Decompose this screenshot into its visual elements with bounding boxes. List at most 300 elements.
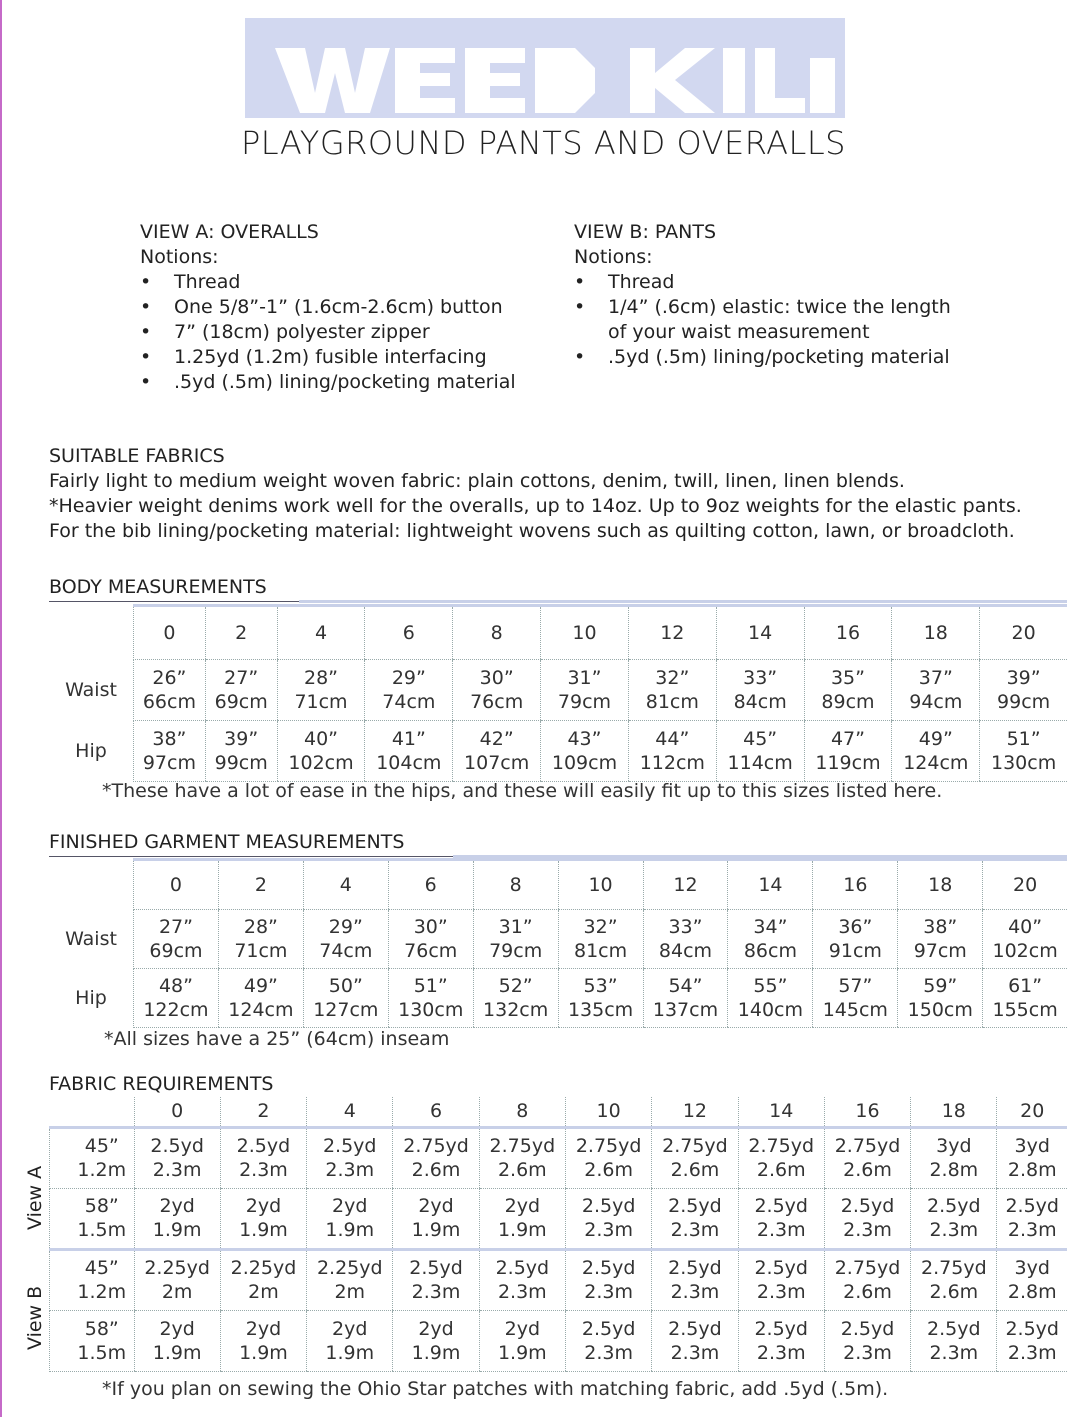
fabric-note: *If you plan on sewing the Ohio Star patches with matching fabric, add .5yd (.5m).: [102, 1378, 889, 1400]
yardage-cell: [911, 1127, 997, 1188]
yardage-cell-line1: 2yd: [504, 1317, 541, 1340]
yardage-cell-line1: 2yd: [332, 1317, 368, 1340]
measurement-cell: [277, 660, 365, 721]
yardage-cell-line1: 3yd: [1014, 1135, 1050, 1157]
size-header: [134, 860, 219, 910]
size-header-text: 16: [843, 874, 868, 896]
yardage-cell-line2: 1.9m: [325, 1341, 375, 1364]
measurement-cell: [205, 660, 277, 721]
yardage-cell-line2: 2m: [334, 1281, 366, 1303]
measurement-cell: [892, 721, 980, 782]
measurement-cell-line2: 112cm: [639, 752, 705, 774]
measurement-cell-line2: 145cm: [822, 999, 888, 1021]
yardage-cell-line1: 2.5yd: [927, 1317, 981, 1340]
fabric-width-label-line1: 58”: [84, 1195, 119, 1217]
size-header-text: 18: [941, 1100, 966, 1123]
size-header: [558, 860, 643, 910]
measurement-cell: [134, 969, 219, 1028]
yardage-cell: [134, 1310, 220, 1371]
yardage-cell-line2: 2.3m: [756, 1341, 806, 1364]
yardage-cell-line1: 2.5yd: [754, 1195, 808, 1217]
measurement-cell-line1: 50”: [328, 975, 363, 997]
measurement-cell: [628, 660, 716, 721]
size-header-text: 14: [748, 622, 773, 644]
table-row: [49, 721, 1067, 782]
measurement-cell: [643, 969, 728, 1028]
corner-cell: [49, 606, 134, 660]
measurement-cell-line2: 124cm: [903, 752, 969, 774]
corner-cell: [50, 1097, 135, 1127]
yardage-cell: [307, 1127, 393, 1188]
measurement-cell-line2: 132cm: [483, 999, 549, 1021]
measurement-cell-line1: 51”: [1006, 728, 1041, 750]
measurement-cell-line2: 119cm: [815, 752, 881, 774]
measurement-cell-line2: 74cm: [319, 940, 373, 962]
measurement-cell-line1: 29”: [328, 916, 363, 938]
yardage-cell-line1: 2.75yd: [834, 1257, 901, 1279]
yardage-cell-line2: 1.9m: [239, 1341, 288, 1364]
measurement-cell: [983, 910, 1067, 969]
yardage-cell-line2: 2.6m: [584, 1159, 633, 1181]
measurement-cell-line2: 81cm: [645, 691, 699, 713]
yardage-cell-line1: 2yd: [418, 1317, 454, 1340]
measurement-cell-line1: 27”: [158, 916, 193, 938]
view-b-heading: VIEW B: PANTS: [574, 221, 717, 243]
yardage-cell-line1: 2.5yd: [754, 1317, 808, 1340]
size-header-text: 20: [1013, 874, 1038, 896]
yardage-cell-line1: 2.75yd: [403, 1135, 469, 1157]
yardage-cell: [134, 1188, 220, 1249]
size-header-text: 8: [490, 622, 503, 644]
size-header: [277, 606, 365, 660]
size-header-text: 6: [429, 1100, 443, 1123]
measurement-cell-line2: 155cm: [992, 999, 1058, 1021]
size-header: [541, 606, 629, 660]
measurement-cell-line1: 31”: [498, 916, 533, 938]
size-header-text: 16: [835, 622, 861, 644]
yardage-cell-line1: 2.75yd: [575, 1135, 642, 1157]
measurement-cell-line1: 36”: [838, 916, 873, 938]
size-header: [473, 860, 558, 910]
size-header-text: 6: [402, 622, 415, 644]
list-item: • One 5/8”-1” (1.6cm-2.6cm) button: [140, 295, 516, 320]
size-header-text: 2: [254, 874, 267, 896]
yardage-cell: [393, 1127, 479, 1188]
yardage-cell: [565, 1249, 651, 1310]
yardage-cell: [134, 1127, 220, 1188]
measurement-cell: [804, 721, 892, 782]
measurement-cell-line1: 37”: [918, 667, 953, 689]
measurement-cell-line2: 74cm: [382, 691, 436, 713]
yardage-cell-line1: 2.5yd: [1005, 1317, 1059, 1340]
yardage-cell: [307, 1188, 393, 1249]
measurement-cell-line1: 49”: [918, 728, 953, 750]
size-header: [997, 1097, 1067, 1127]
view-a-notions: [140, 220, 516, 395]
measurement-cell-line1: 28”: [303, 667, 339, 689]
size-header-text: 14: [758, 874, 783, 896]
size-header: [220, 1097, 306, 1127]
measurement-cell-line1: 33”: [743, 667, 778, 689]
size-header-text: 6: [424, 874, 437, 896]
measurement-cell: [541, 660, 629, 721]
yardage-cell: [997, 1188, 1067, 1249]
measurement-cell-line2: 97cm: [142, 752, 196, 774]
list-item: • .5yd (.5m) lining/pocketing material: [574, 345, 954, 370]
measurement-cell: [303, 910, 388, 969]
size-header-text: 18: [928, 874, 953, 896]
measurement-cell-line1: 31”: [567, 667, 602, 689]
yardage-cell-line2: 1.9m: [497, 1341, 547, 1364]
yardage-cell-line2: 2.3m: [411, 1281, 461, 1303]
measurement-cell-line2: 150cm: [907, 999, 973, 1021]
list-item: • 7” (18cm) polyester zipper: [140, 320, 516, 345]
yardage-cell-line2: 2.3m: [152, 1159, 202, 1181]
suitable-fabrics: [49, 444, 1069, 544]
fabric-width-label: [50, 1188, 135, 1249]
view-a-heading: VIEW A: OVERALLS: [140, 221, 319, 243]
view-a-label: View A: [24, 1165, 46, 1230]
size-header: [813, 860, 898, 910]
size-header: [898, 860, 983, 910]
size-header-text: 10: [572, 622, 597, 644]
yardage-cell: [824, 1249, 910, 1310]
size-header-text: 14: [769, 1100, 794, 1123]
yardage-cell-line2: 1.9m: [411, 1219, 461, 1241]
measurement-cell-line1: 40”: [1008, 916, 1043, 938]
yardage-cell-line1: 2.5yd: [581, 1195, 636, 1217]
yardage-cell-line2: 2.3m: [584, 1281, 633, 1303]
fabric-requirements-heading: FABRIC REQUIREMENTS: [49, 1073, 274, 1095]
measurement-cell-line2: 66cm: [142, 691, 196, 713]
yardage-cell: [565, 1188, 651, 1249]
measurement-cell: [716, 660, 804, 721]
yardage-cell-line2: 2.6m: [843, 1159, 892, 1181]
measurement-cell-line1: 57”: [838, 975, 873, 997]
yardage-cell-line2: 2.8m: [929, 1159, 979, 1181]
table-row: [50, 1127, 1068, 1188]
yardage-cell: [307, 1310, 393, 1371]
size-header-text: 20: [1011, 622, 1036, 644]
measurement-cell-line2: 84cm: [733, 691, 787, 713]
fabric-width-label-line1: 58”: [84, 1317, 119, 1340]
yardage-cell-line1: 2yd: [245, 1317, 282, 1340]
measurement-cell: [813, 910, 898, 969]
heading-underline: [49, 601, 299, 602]
row-label-text: Waist: [65, 928, 117, 950]
measurement-cell-line1: 38”: [152, 728, 187, 750]
fabric-width-label-line1: 45”: [84, 1257, 119, 1279]
view-b-label: View B: [24, 1285, 46, 1350]
measurement-cell-line1: 29”: [391, 667, 426, 689]
table-row: [50, 1188, 1068, 1249]
yardage-cell: [997, 1310, 1067, 1371]
measurement-cell-line2: 81cm: [574, 940, 628, 962]
measurement-cell-line2: 102cm: [288, 752, 354, 774]
view-a-notions-label: Notions:: [140, 246, 219, 268]
yardage-cell: [220, 1249, 306, 1310]
measurement-cell-line1: 53”: [583, 975, 618, 997]
measurement-cell: [643, 910, 728, 969]
yardage-cell-line2: 2.3m: [843, 1219, 892, 1241]
yardage-cell-line1: 2.75yd: [921, 1257, 987, 1279]
yardage-cell-line2: 2.3m: [497, 1281, 547, 1303]
fabric-width-label-line2: 1.2m: [77, 1159, 127, 1181]
yardage-cell-line1: 2yd: [504, 1195, 541, 1217]
yardage-cell: [911, 1310, 997, 1371]
measurement-cell-line1: 41”: [391, 728, 426, 750]
yardage-cell-line1: 2.5yd: [1005, 1195, 1059, 1217]
yardage-cell: [652, 1127, 738, 1188]
measurement-cell-line1: 61”: [1008, 975, 1043, 997]
yardage-cell: [307, 1249, 393, 1310]
size-header-text: 12: [682, 1100, 708, 1123]
measurement-cell: [134, 721, 206, 782]
table-row: [50, 1310, 1068, 1371]
measurement-cell: [303, 969, 388, 1028]
fabric-width-label: [50, 1127, 135, 1188]
yardage-cell-line1: 2.5yd: [840, 1317, 895, 1340]
size-header-text: 16: [855, 1100, 880, 1123]
measurement-cell-line2: 122cm: [143, 999, 209, 1021]
fabrics-line: For the bib lining/pocketing material: lightweight wovens such as quilting cotton, lawn, or broadcloth.: [49, 520, 1015, 542]
yardage-cell-line2: 1.9m: [411, 1341, 461, 1364]
size-header: [479, 1097, 565, 1127]
measurement-cell: [134, 910, 219, 969]
yardage-cell-line2: 2.3m: [756, 1281, 806, 1303]
size-header-text: 0: [169, 874, 182, 896]
yardage-cell-line2: 2m: [161, 1281, 193, 1303]
measurement-cell-line2: 130cm: [990, 752, 1057, 774]
size-header: [824, 1097, 910, 1127]
measurement-cell: [628, 721, 716, 782]
body-measurements-table: [49, 604, 1067, 782]
yardage-cell-line1: 2yd: [332, 1195, 368, 1217]
yardage-cell: [220, 1310, 306, 1371]
measurement-cell-line2: 114cm: [727, 752, 793, 774]
yardage-cell-line1: 3yd: [1014, 1257, 1050, 1279]
finished-measurements-heading: FINISHED GARMENT MEASUREMENTS: [49, 831, 405, 853]
logo: [245, 18, 845, 118]
yardage-cell: [479, 1127, 565, 1188]
size-header: [365, 606, 453, 660]
measurement-cell: [980, 660, 1067, 721]
measurement-cell: [983, 969, 1067, 1028]
measurement-cell: [134, 660, 206, 721]
yardage-cell-line2: 2.8m: [1007, 1159, 1057, 1181]
measurement-cell: [277, 721, 365, 782]
measurement-cell: [453, 721, 541, 782]
yardage-cell: [738, 1310, 824, 1371]
fabrics-line: Fairly light to medium weight woven fabric: plain cottons, denim, twill, linen, linen blends.: [49, 470, 905, 492]
measurement-cell: [728, 910, 813, 969]
measurement-cell: [388, 969, 473, 1028]
yardage-cell-line1: 2.5yd: [409, 1257, 463, 1279]
measurement-cell-line1: 48”: [158, 975, 193, 997]
row-label-text: Hip: [75, 740, 107, 762]
size-header-text: 0: [163, 622, 176, 644]
yardage-cell-line2: 2.6m: [411, 1159, 461, 1181]
measurement-cell-line2: 140cm: [737, 999, 804, 1021]
yardage-cell: [738, 1127, 824, 1188]
yardage-cell-line2: 2.3m: [756, 1219, 806, 1241]
measurement-cell-line2: 99cm: [997, 691, 1051, 713]
size-header: [628, 606, 716, 660]
measurement-cell-line2: 89cm: [821, 691, 875, 713]
size-header-text: 2: [235, 622, 248, 644]
size-header-text: 8: [509, 874, 522, 896]
size-header: [716, 606, 804, 660]
measurement-cell-line1: 45”: [743, 728, 778, 750]
size-header: [804, 606, 892, 660]
measurement-cell-line1: 32”: [655, 667, 690, 689]
yardage-cell-line1: 2.5yd: [581, 1317, 636, 1340]
page-title: PLAYGROUND PANTS AND OVERALLS: [241, 124, 846, 162]
table-row: [49, 969, 1067, 1028]
logo-lettering: [245, 18, 845, 118]
list-item: • Thread: [574, 270, 954, 295]
yardage-cell-line1: 2.5yd: [322, 1135, 377, 1157]
fabric-width-label-line2: 1.2m: [77, 1281, 127, 1303]
yardage-cell: [652, 1249, 738, 1310]
yardage-cell-line2: 2.3m: [670, 1341, 720, 1364]
measurement-cell-line2: 76cm: [404, 940, 458, 962]
measurement-cell-line1: 40”: [303, 728, 339, 750]
measurement-cell-line1: 52”: [498, 975, 533, 997]
body-note: *These have a lot of ease in the hips, and these will easily fit up to this sizes listed here.: [102, 780, 943, 802]
finished-measurements-table: [49, 858, 1067, 1028]
yardage-cell-line1: 2.75yd: [489, 1135, 556, 1157]
corner-cell: [49, 860, 134, 910]
list-item: • Thread: [140, 270, 516, 295]
measurement-cell-line1: 54”: [668, 975, 703, 997]
yardage-cell-line1: 3yd: [936, 1135, 972, 1157]
yardage-cell: [565, 1127, 651, 1188]
list-item: • 1/4” (.6cm) elastic: twice the length of your waist measurement: [574, 295, 954, 345]
measurement-cell-line1: 38”: [923, 916, 958, 938]
measurement-cell-line1: 39”: [224, 728, 259, 750]
measurement-cell: [716, 721, 804, 782]
measurement-cell: [728, 969, 813, 1028]
measurement-cell: [541, 721, 629, 782]
yardage-cell-line2: 2.3m: [1007, 1219, 1057, 1241]
measurement-cell-line2: 135cm: [567, 999, 634, 1021]
yardage-cell: [652, 1310, 738, 1371]
fabrics-heading: SUITABLE FABRICS: [49, 445, 225, 467]
yardage-cell: [911, 1249, 997, 1310]
measurement-cell-line2: 99cm: [214, 752, 268, 774]
measurement-cell: [898, 969, 983, 1028]
yardage-cell-line1: 2.5yd: [150, 1135, 204, 1157]
measurement-cell-line1: 33”: [668, 916, 703, 938]
heading-underline: [49, 856, 453, 857]
table-row: [49, 660, 1067, 721]
measurement-cell: [558, 910, 643, 969]
yardage-cell-line1: 2.5yd: [581, 1257, 636, 1279]
size-header: [983, 860, 1067, 910]
measurement-cell-line1: 39”: [1006, 667, 1041, 689]
row-label: [49, 660, 134, 721]
measurement-cell-line2: 127cm: [313, 999, 379, 1021]
size-header-text: 20: [1020, 1100, 1045, 1123]
measurement-cell-line1: 32”: [583, 916, 618, 938]
yardage-cell-line2: 2.3m: [670, 1219, 720, 1241]
yardage-cell-line2: 2.3m: [584, 1341, 633, 1364]
fabrics-line: *Heavier weight denims work well for the overalls, up to 14oz. Up to 9oz weights for the elastic pants.: [49, 495, 1022, 517]
yardage-cell: [479, 1249, 565, 1310]
yardage-cell: [997, 1249, 1067, 1310]
measurement-cell-line1: 34”: [753, 916, 788, 938]
measurement-cell-line1: 51”: [413, 975, 448, 997]
size-header-text: 4: [314, 622, 328, 644]
yardage-cell-line1: 2.75yd: [834, 1135, 901, 1157]
table-row: [50, 1249, 1068, 1310]
measurement-cell: [205, 721, 277, 782]
measurement-cell: [473, 969, 558, 1028]
yardage-cell-line2: 2.3m: [325, 1159, 375, 1181]
measurement-cell-line1: 26”: [152, 667, 187, 689]
measurement-cell-line2: 130cm: [398, 999, 464, 1021]
fabric-width-label: [50, 1310, 135, 1371]
measurement-cell: [218, 969, 303, 1028]
yardage-cell: [824, 1127, 910, 1188]
size-header-text: 10: [588, 874, 613, 896]
yardage-cell-line1: 2.75yd: [748, 1135, 815, 1157]
measurement-cell: [804, 660, 892, 721]
yardage-cell: [479, 1188, 565, 1249]
measurement-cell-line1: 49”: [243, 975, 278, 997]
yardage-cell: [738, 1188, 824, 1249]
size-header-text: 4: [339, 874, 352, 896]
yardage-cell-line2: 2.6m: [929, 1281, 979, 1303]
yardage-cell-line2: 2.3m: [239, 1159, 288, 1181]
yardage-cell-line1: 2yd: [159, 1195, 195, 1217]
row-label: [49, 910, 134, 969]
yardage-cell-line2: 1.9m: [239, 1219, 288, 1241]
measurement-cell-line1: 44”: [655, 728, 690, 750]
yardage-cell-line2: 2.3m: [929, 1341, 979, 1364]
size-header-text: 10: [596, 1100, 621, 1123]
finished-note: *All sizes have a 25” (64cm) inseam: [104, 1028, 450, 1050]
measurement-cell-line2: 102cm: [992, 940, 1058, 962]
row-label-text: Hip: [75, 987, 107, 1009]
yardage-cell: [565, 1310, 651, 1371]
measurement-cell-line2: 97cm: [913, 940, 967, 962]
measurement-cell-line1: 30”: [479, 667, 514, 689]
measurement-cell: [388, 910, 473, 969]
size-header-text: 8: [516, 1100, 529, 1123]
yardage-cell-line2: 1.9m: [325, 1219, 375, 1241]
view-b-notions: [574, 220, 954, 370]
size-header: [652, 1097, 738, 1127]
yardage-cell: [220, 1127, 306, 1188]
size-header: [453, 606, 541, 660]
measurement-cell: [898, 910, 983, 969]
measurement-cell: [218, 910, 303, 969]
yardage-cell-line1: 2.25yd: [230, 1257, 297, 1279]
yardage-cell: [997, 1127, 1067, 1188]
yardage-cell: [824, 1188, 910, 1249]
size-header-text: 0: [171, 1100, 184, 1123]
measurement-cell-line2: 107cm: [464, 752, 530, 774]
row-label-text: Waist: [65, 679, 117, 701]
yardage-cell-line1: 2.5yd: [668, 1317, 722, 1340]
view-b-notions-label: Notions:: [574, 246, 653, 268]
fabric-width-label-line1: 45”: [84, 1135, 119, 1157]
yardage-cell-line2: 2.3m: [929, 1219, 979, 1241]
yardage-cell-line1: 2.5yd: [495, 1257, 550, 1279]
table-row: [49, 910, 1067, 969]
